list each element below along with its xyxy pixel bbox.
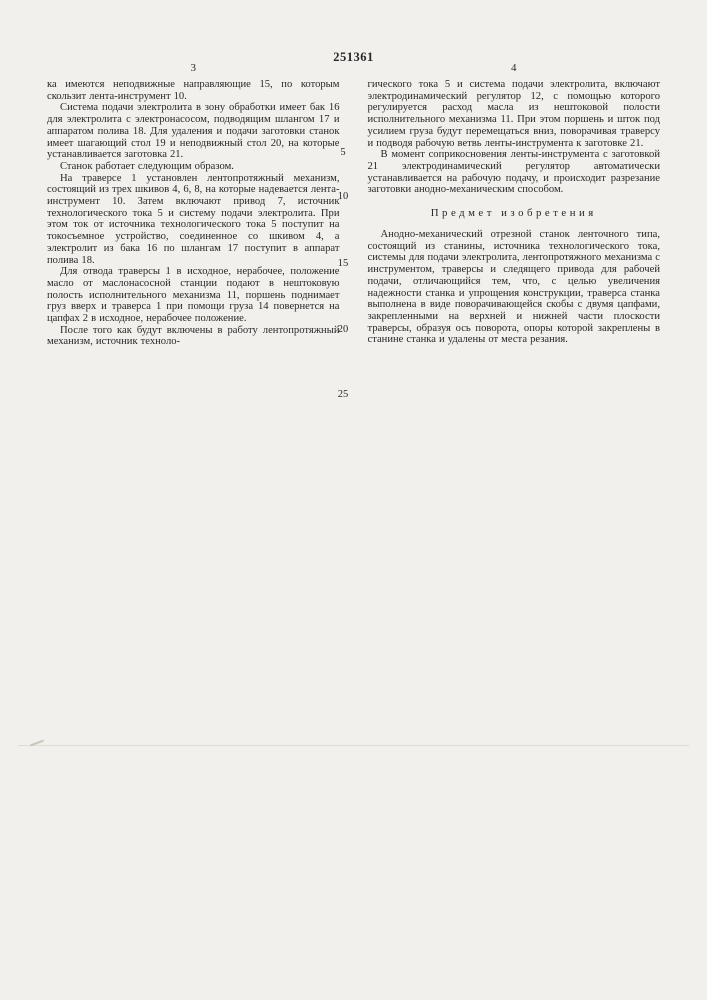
right-page-number: 4 (511, 62, 517, 74)
margin-line-number: 20 (337, 324, 349, 335)
scan-artifact-line (18, 745, 689, 746)
claim-paragraph: Анодно-механический отрезной станок ленточного типа, состоящий из станины, источника технологического тока, системы для подачи электролита, лентопротяжного механизма с инструментом, траверсы и следящего привода для рабочей подачи, отличающийся тем, что, с целью увеличения надежности станка и упрощения конструкции, траверса станка выполнена в виде поворачивающейся скобы с двумя цапфами, закрепленными на верхней и нижней части плоскости траверсы, образуя ось поворота, опоры которой закреплены в станине станка и удалены от места резания. (367, 229, 660, 346)
paragraph: Станок работает следующим образом. (60, 160, 234, 172)
left-column (47, 62, 340, 348)
margin-line-number: 15 (337, 258, 349, 269)
paragraph: В момент соприкосновения ленты-инструмента с заготовкой 21 электродинамический регулятор автоматически устанавливается на рабочую подачу, и происходит разрезание заготовки анодно-механическим способом. (367, 149, 660, 196)
section-heading-claims: Предмет изобретения (430, 207, 597, 220)
paragraph: гического тока 5 и система подачи электролита, включают электродинамический регулятор 12, с помощью которого регулируется расход масла из нештоковой полости исполнительного механизма 11. При этом поршень и шток под усилием груза будут перемещаться вниз, поворачивая траверсу и подводя рабочую ветвь ленты-инструмента к заготовке 21. (367, 79, 660, 149)
left-page-number: 3 (190, 62, 196, 74)
paragraph: Система подачи электролита в зону обработки имеет бак 16 для электролита с электронасосом, подводящим шлангом 17 и аппаратом полива 18. Для удаления и подачи заготовки станок имеет шагающий стол 19 и неподвижный стол 20, на которые устанавливается заготовка 21. (47, 102, 340, 161)
paragraph: Для отвода траверсы 1 в исходное, нерабочее, положение масло от маслонасосной станции подают в нештоковую полость исполнительного механизма 11, поршень поднимает груз вверх и траверса 1 при помощи груза 14 повернется на цапфах 2 в исходное, нерабочее положение. (47, 266, 340, 325)
margin-line-number: 25 (337, 389, 349, 400)
text-columns (47, 62, 660, 348)
margin-line-number: 10 (337, 191, 349, 202)
margin-line-number: 5 (340, 147, 346, 158)
right-column (368, 62, 661, 348)
paragraph: ка имеются неподвижные направляющие 15, по которым скользит лента-инструмент 10. (47, 79, 340, 102)
paragraph: На траверсе 1 установлен лентопротяжный механизм, состоящий из трех шкивов 4, 6, 8, на которые надевается лента-инструмент 10. Затем включают привод 7, источник технологического тока 5 и систему подачи электролита. При этом ток от источника технологического тока 5 поступит на токосъемное устройство, соединенное со шкивом 4, а электролит из бака 16 по шлангам 17 поступит в аппарат полива 18. (47, 172, 340, 266)
paragraph: После того как будут включены в работу лентопротяжный механизм, источник техноло- (47, 324, 340, 348)
patent-number: 251361 (333, 50, 374, 64)
